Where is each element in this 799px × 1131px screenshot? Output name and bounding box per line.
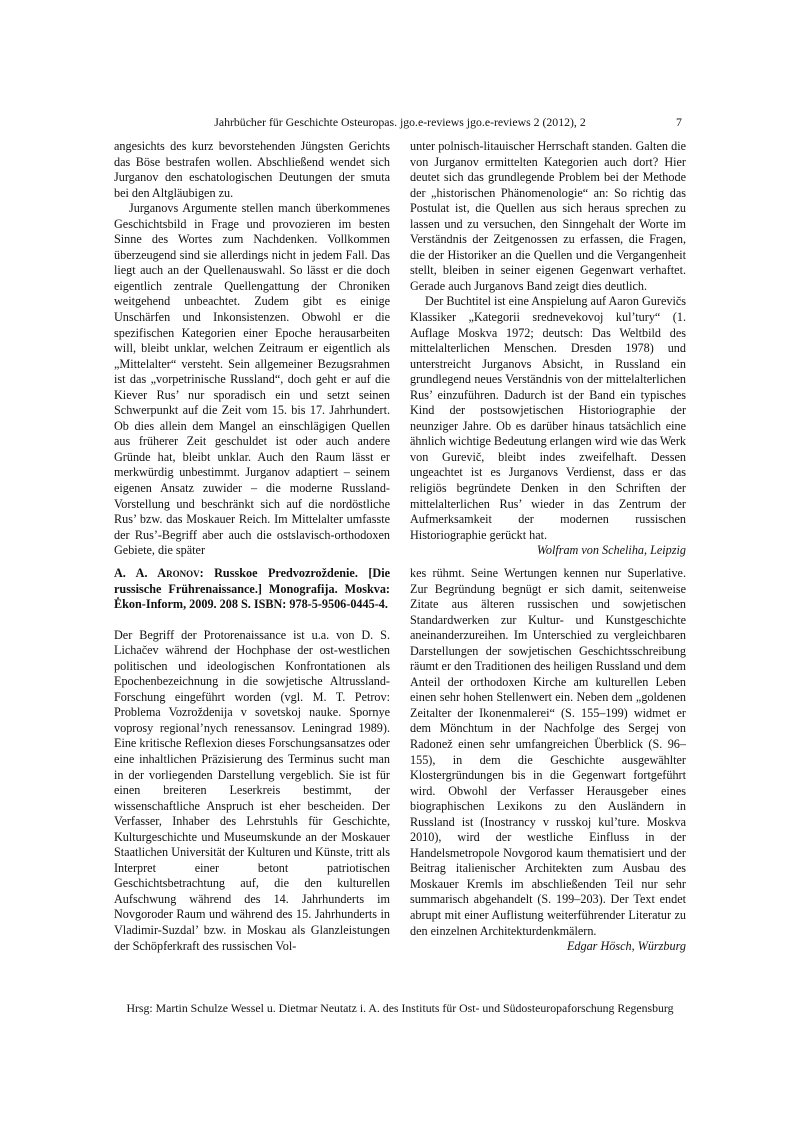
paragraph: Der Begriff der Protorenaissance ist u.a. von D. S. Lichačev während der Hochphase der ost-westlichen politischen und ideologischen Konfrontationen als Epochenbezeichnung in die sowjetische Altrussland-Forschung eingeführt worden (vgl. M. T. Petrov: Problema Vozroždenija v sovetskoj nauke. Spornye voprosy regional’nych renessansov. Leningrad 1989). Eine kritische Reflexion dieses Forschungsansatzes oder eine inhaltlichen Präzisierung des Terminus sucht man in der vorliegenden Darstellung vergeblich. Sie ist für einen breiteren Leserkreis bestimmt, der wissenschaftliche Anspruch ist eher bescheiden. Der Verfasser, Inhaber des Lehrstuhls für Geschichte, Kulturgeschichte und Museumskunde an der Moskauer Staatlichen Universität der Kulturen und Künste, tritt als Interpret einer betont patriotischen Geschichtsbetrachtung auf, die den kulturellen Aufschwung während des 14. Jahrhunderts im Novgoroder Raum und während des 15. Jahrhunderts in Vladimir-Suzdal’ bzw. in Moskau als Glanzleistungen der Schöpferkraft des russischen Vol- <box>114 627 390 953</box>
review2-right-column <box>410 566 686 955</box>
review-author: A. A. Aronov: <box>114 566 204 580</box>
paragraph: Der Buchtitel ist eine Anspielung auf Aaron Gurevičs Klassiker „Kategorii srednevekovoj kul’tury“ (1. Auflage Moskva 1972; deutsch: Das Weltbild des mittelalterlichen Menschen. Dresden 1978) und unterstreicht Jurganovs Absicht, in Russland ein grundlegend neues Verständnis von der mittelalterlichen Rus’ einzuführen. Dadurch ist der Band ein typisches Kind der postsowjetischen Historiographie der neunziger Jahre. Ob es darüber hinaus tatsächlich eine ähnlich wichtige Bedeutung erlangen wird wie das Werk von Gurevič, bleibt indes zweifelhaft. Dessen ungeachtet ist es Jurganovs Verdienst, dass er das religiös begründete Denken in den Schriften der mittelalterlichen Rus’ wieder in das Zentrum der Aufmerksamkeit der modernen russischen Historiographie gerückt hat. <box>410 294 686 542</box>
reviewer-signature: Edgar Hösch, Würzburg <box>566 939 686 954</box>
review2-left-column <box>114 566 390 954</box>
page-footer: Hrsg: Martin Schulze Wessel u. Dietmar Neutatz i. A. des Instituts für Ost- und Südosteuropaforschung Regensburg <box>126 1001 674 1015</box>
review1-right-column <box>410 139 686 559</box>
paragraph: unter polnisch-litauischer Herrschaft standen. Galten die von Jurganov ermittelten Kategorien auch dort? Hier deutet sich das grundlegende Problem bei der Methode der „historischen Phänomenologie“ an: So richtig das Postulat ist, die Quellen aus sich heraus sprechen zu lassen und zu versuchen, den Sinngehalt der Worte im Verständnis der Zeitgenossen zu erfassen, die Fragen, die der Historiker an die Quellen und die Vergangenheit stellt, bleiben in seiner eigenen Gegenwart verhaftet. Gerade auch Jurganovs Band zeigt dies deutlich. <box>410 139 686 293</box>
running-head: Jahrbücher für Geschichte Osteuropas. jgo.e-reviews jgo.e-reviews 2 (2012), 2 <box>214 115 586 129</box>
paragraph: kes rühmt. Seine Wertungen kennen nur Superlative. Zur Begründung begnügt er sich damit, seitenweise Zitate aus älteren russischen und sowjetischen Standardwerken zur Kultur- und Kunstgeschichte aneinanderzureihen. Im Unterschied zu vergleichbaren Darstellungen der sowjetischen Geschichtsschreibung räumt er den Traditionen des heiligen Russland und dem Anteil der orthodoxen Kirche am kulturellen Leben einen sehr hohen Stellenwert ein. Neben dem „goldenen Zeitalter der Ikonenmalerei“ (S. 155–199) widmet er dem Mönchtum in der Nachfolge des Sergej von Radonež einen sehr umfangreichen Überblick (S. 96–155), in dem die Geschichte ausgewählter Klostergründungen bis in die Gegenwart fortgeführt wird. Obwohl der Verfasser Herausgeber eines biographischen Lexikons zu den Ausländern in Russland ist (Inostrancy v russkoj kul’ture. Moskva 2010), wird der westliche Einfluss in der Handelsmetropole Novgorod kaum thematisiert und der Beitrag italienischer Architekten zum Ausbau des Moskauer Kremls im abschließenden Teil nur sehr summarisch abgehandelt (S. 199–203). Der Text endet abrupt mit einer Auflistung weiterführender Literatur zu den einzelnen Architekturdenkmälern. <box>410 566 686 938</box>
paragraph: Jurganovs Argumente stellen manch überkommenes Geschichtsbild in Frage und provozieren im besten Sinne des Wortes zum Nachdenken. Vollkommen überzeugend sind sie allerdings nicht in jedem Fall. Das liegt auch an der Quellenauswahl. So lässt er die doch eigentlich zentrale Quellengattung der Chroniken weitgehend unbeachtet. Zudem gibt es einige Unschärfen und Inkonsistenzen. Obwohl er die spezifischen Kategorien einer Epoche herausarbeiten will, bleibt unklar, welchen Zeitraum er eigentlich als „Mittelalter“ versteht. Sein allgemeiner Bezugsrahmen ist das „vorpetrinische Russland“, doch geht er auf die Kiever Rus’ nur sporadisch ein und setzt seinen Schwerpunkt auf die Zeit vom 15. bis 17. Jahrhundert. Ob dies allein dem Mangel an einschlägigen Quellen aus früherer Zeit geschuldet ist oder auch andere Gründe hat, bleibt unklar. Auch den Raum lässt er merkwürdig unbestimmt. Jurganov adaptiert – seinem eigenen Ansatz zuwider – die moderne Russland-Vorstellung und beschränkt sich auf die nordöstliche Rus’ bzw. das Moskauer Reich. Im Mittelalter umfasste der Rus’-Begriff aber auch die ostslavisch-orthodoxen Gebiete, die später <box>114 201 390 558</box>
review-title: Russkoe Predvozroždenie. [Die russische Frührenaissance.] Monografija. Moskva: Ėkon-Inform, 2009. 208 S. ISBN: 978-5-9506-0445-4. <box>114 566 390 612</box>
review1-left-column <box>114 139 390 559</box>
page-number: 7 <box>676 115 682 129</box>
review-heading <box>114 566 390 613</box>
paragraph: angesichts des kurz bevorstehenden Jüngsten Gerichts das Böse bestrafen wollen. Abschließend wendet sich Jurganov den eschatologischen Deutungen der smuta bei den Altgläubigen zu. <box>114 139 390 200</box>
reviewer-signature: Wolfram von Scheliha, Leipzig <box>536 543 686 558</box>
